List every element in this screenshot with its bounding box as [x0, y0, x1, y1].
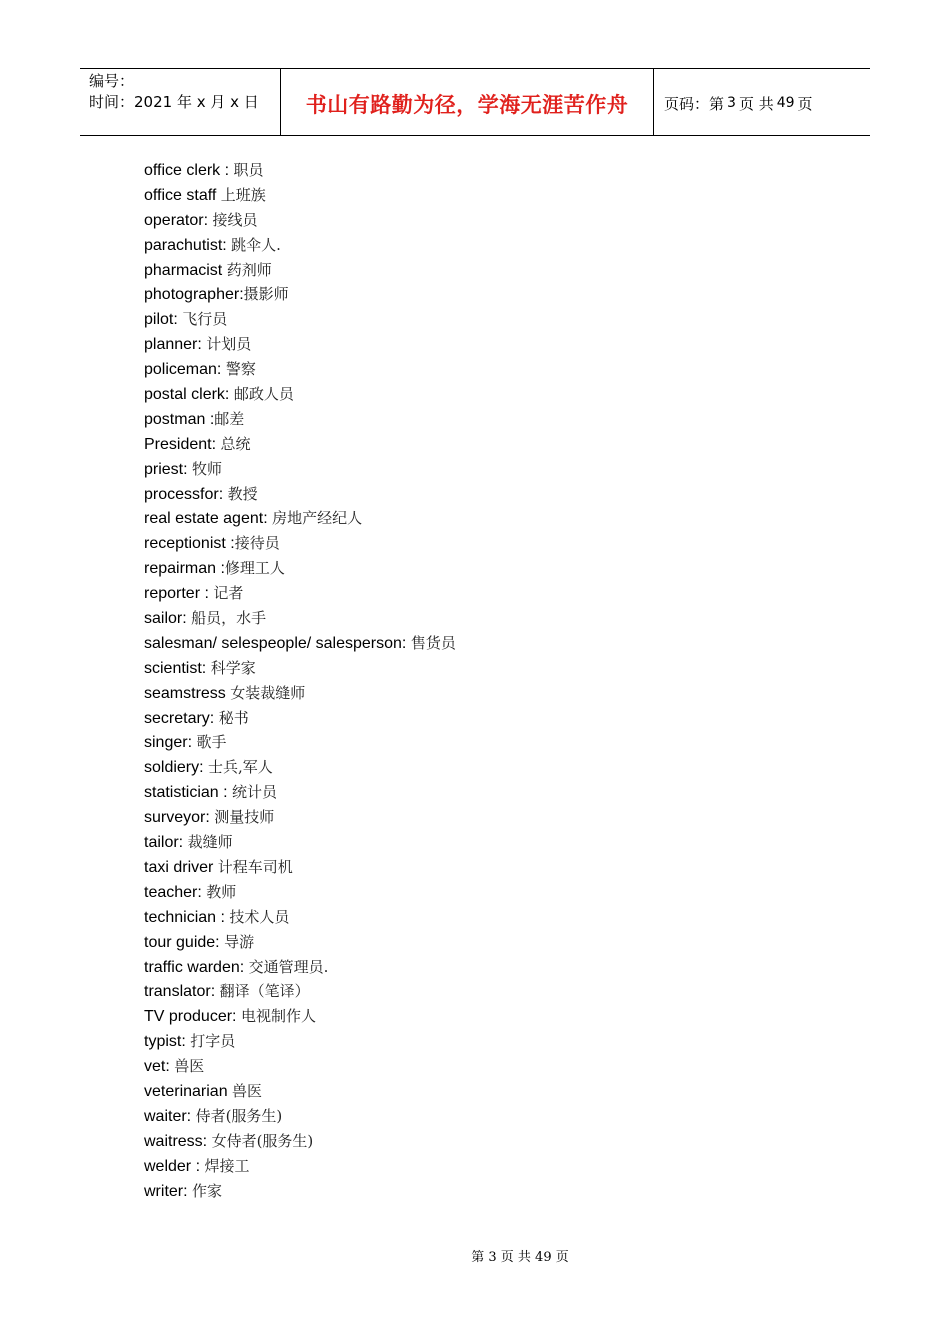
list-item — [144, 258, 456, 283]
page-footer: 第 3 页 共 49 页 — [471, 1250, 569, 1265]
entry-term: secretary: — [144, 709, 219, 727]
entry-term: technician : — [144, 908, 230, 926]
entry-term: singer: — [144, 734, 197, 752]
entry-translation: 总统 — [220, 434, 251, 453]
list-item — [144, 531, 456, 556]
entry-translation: 上班族 — [220, 185, 266, 204]
entry-translation: 牧师 — [192, 459, 223, 478]
entry-translation: 修理工人 — [224, 559, 285, 578]
header-page-info — [654, 69, 870, 135]
list-item — [144, 457, 456, 482]
entry-translation: 士兵,军人 — [208, 758, 273, 777]
list-item — [144, 332, 456, 357]
entry-term: scientist: — [144, 659, 211, 677]
entry-translation: 秘书 — [218, 708, 249, 727]
entry-term: planner: — [144, 336, 207, 354]
entry-term: President: — [144, 435, 221, 453]
entry-term: real estate agent: — [144, 510, 273, 528]
entry-translation: 跳伞人. — [231, 235, 281, 254]
list-item — [144, 556, 456, 581]
entry-term: operator: — [144, 211, 213, 229]
list-item — [144, 656, 456, 681]
entry-translation: 摄影师 — [243, 285, 289, 304]
entry-translation: 药剂师 — [226, 260, 272, 279]
entry-term: reporter : — [144, 585, 214, 603]
entry-term: salesman/ selespeople/ salesperson: — [144, 634, 411, 652]
entry-term: pharmacist — [144, 261, 227, 279]
page-suffix: 页 — [797, 94, 813, 113]
entry-translation: 职员 — [233, 161, 264, 179]
entry-translation: 邮政人员 — [233, 385, 294, 404]
entry-translation: 计划员 — [206, 335, 252, 354]
entry-translation: 警察 — [225, 360, 256, 379]
entry-term: teacher: — [144, 883, 207, 901]
entry-term: translator: — [144, 983, 220, 1001]
list-item — [144, 780, 456, 805]
list-item — [144, 382, 456, 407]
list-item — [144, 979, 456, 1004]
list-item — [144, 158, 456, 183]
entry-translation: 打字员 — [190, 1032, 236, 1051]
entry-translation: 计程车司机 — [217, 857, 293, 876]
entry-translation: 统计员 — [232, 783, 278, 802]
list-item — [144, 706, 456, 731]
entry-translation: 兽医 — [232, 1081, 263, 1100]
entry-translation: 飞行员 — [182, 310, 228, 329]
list-item — [144, 581, 456, 606]
entry-translation: 教授 — [227, 484, 258, 503]
list-item — [144, 307, 456, 332]
entry-translation: 焊接工 — [204, 1156, 250, 1175]
entry-term: parachutist: — [144, 236, 232, 254]
list-item — [144, 1154, 456, 1179]
entry-translation: 科学家 — [210, 658, 256, 677]
entry-translation: 翻译（笔译） — [219, 982, 310, 1001]
entry-term: tour guide: — [144, 933, 225, 951]
entry-term: TV producer: — [144, 1008, 241, 1026]
list-item — [144, 880, 456, 905]
entry-translation: 技术人员 — [229, 907, 290, 926]
entry-term: pilot: — [144, 311, 183, 329]
entry-term: priest: — [144, 460, 193, 478]
list-item — [144, 407, 456, 432]
entry-translation: 女侍者(服务生) — [211, 1131, 314, 1150]
list-item — [144, 955, 456, 980]
entry-term: tailor: — [144, 834, 188, 852]
entry-translation: 女装裁缝师 — [230, 683, 306, 702]
list-item — [144, 233, 456, 258]
list-item — [144, 1004, 456, 1029]
entry-translation: 电视制作人 — [240, 1007, 316, 1026]
entry-translation: 房地产经纪人 — [272, 509, 363, 528]
list-item — [144, 606, 456, 631]
list-item — [144, 730, 456, 755]
list-item — [144, 357, 456, 382]
entry-term: receptionist : — [144, 535, 235, 553]
list-item — [144, 805, 456, 830]
entry-term: soldiery: — [144, 759, 209, 777]
entry-term: traffic warden: — [144, 958, 249, 976]
entry-term: office clerk : — [144, 162, 234, 179]
entry-term: processfor: — [144, 485, 228, 503]
list-item — [144, 1104, 456, 1129]
entry-translation: 导游 — [224, 932, 255, 951]
entry-translation: 兽医 — [174, 1057, 205, 1076]
page-mid: 页 共 — [738, 94, 774, 113]
code-label: 编号： — [89, 72, 135, 90]
list-item — [144, 830, 456, 855]
entry-term: surveyor: — [144, 809, 215, 827]
entry-term: statistician : — [144, 784, 233, 802]
entry-term: writer: — [144, 1182, 192, 1200]
entry-term: postal clerk: — [144, 386, 234, 404]
page-prefix: 页码：第 — [664, 94, 725, 113]
entry-term: office staff — [144, 186, 221, 204]
entry-translation: 测量技师 — [214, 808, 275, 827]
list-item — [144, 930, 456, 955]
list-item — [144, 631, 456, 656]
header-motto-cell — [281, 69, 654, 135]
entry-term: welder : — [144, 1157, 205, 1175]
entry-term: sailor: — [144, 610, 192, 628]
entry-translation: 记者 — [213, 584, 244, 603]
page-total: 49 — [776, 95, 795, 111]
entry-translation: 交通管理员. — [248, 957, 329, 976]
entry-translation: 歌手 — [196, 733, 227, 752]
list-item — [144, 681, 456, 706]
entry-term: policeman: — [144, 361, 226, 379]
entry-translation: 教师 — [206, 882, 237, 901]
entry-term: typist: — [144, 1033, 191, 1051]
entry-translation: 邮差 — [214, 409, 245, 428]
entry-term: seamstress — [144, 684, 231, 702]
entry-term: waitress: — [144, 1132, 212, 1150]
entry-term: photographer: — [144, 286, 244, 304]
list-item — [144, 1179, 456, 1204]
list-item — [144, 208, 456, 233]
entry-translation: 售货员 — [410, 633, 456, 652]
entry-term: taxi driver — [144, 858, 218, 876]
list-item — [144, 432, 456, 457]
entry-translation: 作家 — [192, 1181, 223, 1200]
list-item — [144, 755, 456, 780]
motto: 书山有路勤为径，学海无涯苦作舟 — [305, 93, 629, 117]
list-item — [144, 282, 456, 307]
entry-translation: 裁缝师 — [187, 833, 233, 852]
entry-term: waiter: — [144, 1107, 196, 1125]
list-item — [144, 1029, 456, 1054]
page-header — [80, 68, 870, 136]
list-item — [144, 482, 456, 507]
entry-term: veterinarian — [144, 1082, 233, 1100]
list-item — [144, 1129, 456, 1154]
entry-translation: 侍者(服务生) — [195, 1106, 283, 1125]
entry-translation: 接线员 — [212, 210, 258, 229]
vocabulary-list — [144, 158, 456, 1203]
list-item — [144, 1054, 456, 1079]
header-meta — [80, 69, 281, 135]
entry-term: postman : — [144, 410, 215, 428]
list-item — [144, 855, 456, 880]
page-current: 3 — [727, 95, 736, 111]
list-item — [144, 506, 456, 531]
date-label: 时间：2021 年 x 月 x 日 — [89, 93, 259, 111]
entry-translation: 船员，水手 — [191, 609, 267, 628]
list-item — [144, 905, 456, 930]
entry-term: vet: — [144, 1058, 175, 1076]
list-item — [144, 1079, 456, 1104]
list-item — [144, 183, 456, 208]
entry-translation: 接待员 — [234, 534, 280, 553]
entry-term: repairman : — [144, 560, 225, 578]
